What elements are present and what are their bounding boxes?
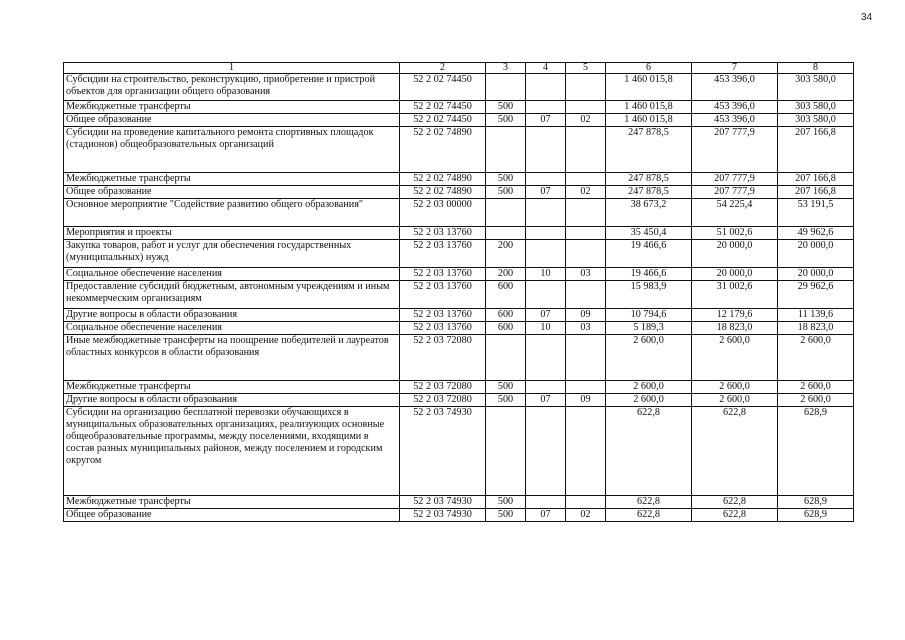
table-body (64, 74, 854, 522)
row-rz-cell (526, 74, 566, 101)
row-name-cell: Субсидии на проведение капитального ремонта спортивных площадок (стадионов) общеобразовательных организаций (64, 127, 400, 173)
row-rz-cell: 07 (526, 509, 566, 522)
row-value-8-cell: 628,9 (778, 509, 854, 522)
row-vr-cell (486, 227, 526, 240)
row-vr-cell: 500 (486, 101, 526, 114)
row-vr-cell: 500 (486, 114, 526, 127)
row-value-8-cell: 628,9 (778, 407, 854, 496)
table-row (64, 227, 854, 240)
col-header-6: 6 (606, 63, 692, 74)
row-value-8-cell: 303 580,0 (778, 114, 854, 127)
row-vr-cell (486, 199, 526, 227)
table-row (64, 381, 854, 394)
row-value-8-cell: 49 962,6 (778, 227, 854, 240)
row-rz-cell (526, 281, 566, 309)
row-pr-cell (566, 74, 606, 101)
col-header-7: 7 (692, 63, 778, 74)
row-value-8-cell: 11 139,6 (778, 309, 854, 322)
row-pr-cell (566, 127, 606, 173)
row-code-cell: 52 2 03 13760 (400, 268, 486, 281)
row-value-6-cell: 19 466,6 (606, 268, 692, 281)
row-value-7-cell: 2 600,0 (692, 381, 778, 394)
row-vr-cell (486, 74, 526, 101)
row-rz-cell (526, 240, 566, 268)
row-name-cell: Социальное обеспечение населения (64, 268, 400, 281)
table-row (64, 394, 854, 407)
row-rz-cell (526, 335, 566, 381)
row-code-cell: 52 2 03 13760 (400, 322, 486, 335)
row-value-6-cell: 247 878,5 (606, 173, 692, 186)
table-row (64, 74, 854, 101)
row-value-8-cell: 20 000,0 (778, 240, 854, 268)
row-name-cell: Общее образование (64, 509, 400, 522)
row-vr-cell: 500 (486, 381, 526, 394)
row-code-cell: 52 2 03 00000 (400, 199, 486, 227)
row-value-7-cell: 51 002,6 (692, 227, 778, 240)
row-value-8-cell: 29 962,6 (778, 281, 854, 309)
row-value-7-cell: 18 823,0 (692, 322, 778, 335)
row-rz-cell (526, 407, 566, 496)
row-value-6-cell: 1 460 015,8 (606, 114, 692, 127)
row-rz-cell: 07 (526, 309, 566, 322)
col-header-3: 3 (486, 63, 526, 74)
row-value-8-cell: 53 191,5 (778, 199, 854, 227)
row-rz-cell: 07 (526, 394, 566, 407)
row-value-6-cell: 35 450,4 (606, 227, 692, 240)
column-number-row (64, 63, 854, 74)
row-name-cell: Межбюджетные трансферты (64, 173, 400, 186)
row-vr-cell: 600 (486, 309, 526, 322)
row-rz-cell (526, 173, 566, 186)
row-value-7-cell: 453 396,0 (692, 74, 778, 101)
row-value-6-cell: 2 600,0 (606, 335, 692, 381)
row-code-cell: 52 2 03 72080 (400, 381, 486, 394)
row-code-cell: 52 2 03 74930 (400, 496, 486, 509)
row-pr-cell: 03 (566, 268, 606, 281)
table-row (64, 127, 854, 173)
row-name-cell: Закупка товаров, работ и услуг для обеспечения государственных (муниципальных) нужд (64, 240, 400, 268)
row-pr-cell (566, 227, 606, 240)
table-row (64, 496, 854, 509)
table-row (64, 240, 854, 268)
row-value-8-cell: 207 166,8 (778, 186, 854, 199)
row-rz-cell (526, 227, 566, 240)
row-name-cell: Субсидии на строительство, реконструкцию, приобретение и пристрой объектов для организации общего образования (64, 74, 400, 101)
budget-table (63, 62, 854, 522)
row-value-6-cell: 2 600,0 (606, 381, 692, 394)
row-pr-cell: 02 (566, 186, 606, 199)
row-vr-cell: 500 (486, 509, 526, 522)
row-code-cell: 52 2 03 13760 (400, 227, 486, 240)
row-pr-cell (566, 335, 606, 381)
row-value-7-cell: 453 396,0 (692, 114, 778, 127)
row-value-7-cell: 207 777,9 (692, 186, 778, 199)
row-rz-cell (526, 101, 566, 114)
row-value-6-cell: 1 460 015,8 (606, 101, 692, 114)
table-row (64, 186, 854, 199)
row-vr-cell: 600 (486, 322, 526, 335)
row-value-6-cell: 247 878,5 (606, 186, 692, 199)
row-name-cell: Основное мероприятие "Содействие развитию общего образования" (64, 199, 400, 227)
table-row (64, 268, 854, 281)
row-rz-cell (526, 381, 566, 394)
row-value-7-cell: 2 600,0 (692, 394, 778, 407)
row-code-cell: 52 2 02 74450 (400, 114, 486, 127)
table-row (64, 114, 854, 127)
row-value-6-cell: 15 983,9 (606, 281, 692, 309)
row-value-7-cell: 622,8 (692, 496, 778, 509)
row-value-7-cell: 622,8 (692, 407, 778, 496)
table-row (64, 173, 854, 186)
row-vr-cell (486, 335, 526, 381)
row-pr-cell (566, 240, 606, 268)
row-value-8-cell: 207 166,8 (778, 173, 854, 186)
row-code-cell: 52 2 03 72080 (400, 335, 486, 381)
row-value-8-cell: 18 823,0 (778, 322, 854, 335)
row-code-cell: 52 2 02 74890 (400, 173, 486, 186)
col-header-2: 2 (400, 63, 486, 74)
row-value-6-cell: 622,8 (606, 407, 692, 496)
row-name-cell: Межбюджетные трансферты (64, 101, 400, 114)
row-code-cell: 52 2 02 74890 (400, 127, 486, 173)
row-name-cell: Межбюджетные трансферты (64, 496, 400, 509)
row-vr-cell: 600 (486, 281, 526, 309)
row-vr-cell: 200 (486, 240, 526, 268)
row-value-8-cell: 2 600,0 (778, 394, 854, 407)
row-value-7-cell: 207 777,9 (692, 127, 778, 173)
row-vr-cell: 500 (486, 186, 526, 199)
row-value-7-cell: 12 179,6 (692, 309, 778, 322)
row-value-6-cell: 10 794,6 (606, 309, 692, 322)
row-vr-cell (486, 407, 526, 496)
row-code-cell: 52 2 02 74450 (400, 101, 486, 114)
row-pr-cell (566, 496, 606, 509)
table-row (64, 509, 854, 522)
row-value-7-cell: 207 777,9 (692, 173, 778, 186)
col-header-1: 1 (64, 63, 400, 74)
row-pr-cell (566, 281, 606, 309)
col-header-5: 5 (566, 63, 606, 74)
row-value-6-cell: 38 673,2 (606, 199, 692, 227)
row-name-cell: Субсидии на организацию бесплатной перевозки обучающихся в муниципальных образовательных организациях, реализующих основные общеобразовательные программы, между поселениями, входящими в состав разных муниципальных районов, между поселением и городским округом (64, 407, 400, 496)
table-row (64, 199, 854, 227)
row-rz-cell (526, 127, 566, 173)
row-rz-cell (526, 496, 566, 509)
col-header-8: 8 (778, 63, 854, 74)
row-code-cell: 52 2 03 13760 (400, 309, 486, 322)
row-name-cell: Иные межбюджетные трансферты на поощрение победителей и лауреатов областных конкурсов в области образования (64, 335, 400, 381)
row-value-6-cell: 1 460 015,8 (606, 74, 692, 101)
row-code-cell: 52 2 03 13760 (400, 281, 486, 309)
row-value-8-cell: 207 166,8 (778, 127, 854, 173)
row-rz-cell (526, 199, 566, 227)
table-row (64, 407, 854, 496)
table-row (64, 335, 854, 381)
row-code-cell: 52 2 03 13760 (400, 240, 486, 268)
row-name-cell: Межбюджетные трансферты (64, 381, 400, 394)
row-value-7-cell: 54 225,4 (692, 199, 778, 227)
row-value-6-cell: 5 189,3 (606, 322, 692, 335)
row-value-8-cell: 628,9 (778, 496, 854, 509)
row-name-cell: Общее образование (64, 186, 400, 199)
row-rz-cell: 07 (526, 186, 566, 199)
row-pr-cell (566, 407, 606, 496)
row-code-cell: 52 2 03 74930 (400, 509, 486, 522)
row-value-6-cell: 2 600,0 (606, 394, 692, 407)
row-name-cell: Предоставление субсидий бюджетным, автономным учреждениям и иным некоммерческим организациям (64, 281, 400, 309)
row-name-cell: Другие вопросы в области образования (64, 309, 400, 322)
row-value-7-cell: 31 002,6 (692, 281, 778, 309)
row-value-8-cell: 303 580,0 (778, 101, 854, 114)
row-pr-cell: 03 (566, 322, 606, 335)
row-value-7-cell: 2 600,0 (692, 335, 778, 381)
row-code-cell: 52 2 02 74890 (400, 186, 486, 199)
row-pr-cell (566, 199, 606, 227)
row-vr-cell: 500 (486, 173, 526, 186)
row-vr-cell: 500 (486, 496, 526, 509)
table-row (64, 281, 854, 309)
row-value-8-cell: 2 600,0 (778, 335, 854, 381)
table-row (64, 309, 854, 322)
row-name-cell: Социальное обеспечение населения (64, 322, 400, 335)
row-pr-cell: 02 (566, 114, 606, 127)
row-code-cell: 52 2 03 74930 (400, 407, 486, 496)
row-rz-cell: 07 (526, 114, 566, 127)
row-pr-cell: 02 (566, 509, 606, 522)
row-value-6-cell: 247 878,5 (606, 127, 692, 173)
row-pr-cell (566, 173, 606, 186)
row-pr-cell: 09 (566, 394, 606, 407)
row-value-8-cell: 20 000,0 (778, 268, 854, 281)
row-name-cell: Общее образование (64, 114, 400, 127)
table-row (64, 101, 854, 114)
row-vr-cell (486, 127, 526, 173)
row-value-8-cell: 303 580,0 (778, 74, 854, 101)
row-code-cell: 52 2 02 74450 (400, 74, 486, 101)
row-code-cell: 52 2 03 72080 (400, 394, 486, 407)
row-name-cell: Мероприятия и проекты (64, 227, 400, 240)
page-number: 34 (861, 12, 873, 23)
row-rz-cell: 10 (526, 268, 566, 281)
row-pr-cell: 09 (566, 309, 606, 322)
row-vr-cell: 200 (486, 268, 526, 281)
row-name-cell: Другие вопросы в области образования (64, 394, 400, 407)
row-value-6-cell: 622,8 (606, 509, 692, 522)
row-value-6-cell: 622,8 (606, 496, 692, 509)
row-pr-cell (566, 381, 606, 394)
row-pr-cell (566, 101, 606, 114)
row-value-6-cell: 19 466,6 (606, 240, 692, 268)
row-value-7-cell: 453 396,0 (692, 101, 778, 114)
row-value-8-cell: 2 600,0 (778, 381, 854, 394)
col-header-4: 4 (526, 63, 566, 74)
row-value-7-cell: 20 000,0 (692, 268, 778, 281)
row-rz-cell: 10 (526, 322, 566, 335)
table-row (64, 322, 854, 335)
row-vr-cell: 500 (486, 394, 526, 407)
row-value-7-cell: 20 000,0 (692, 240, 778, 268)
row-value-7-cell: 622,8 (692, 509, 778, 522)
